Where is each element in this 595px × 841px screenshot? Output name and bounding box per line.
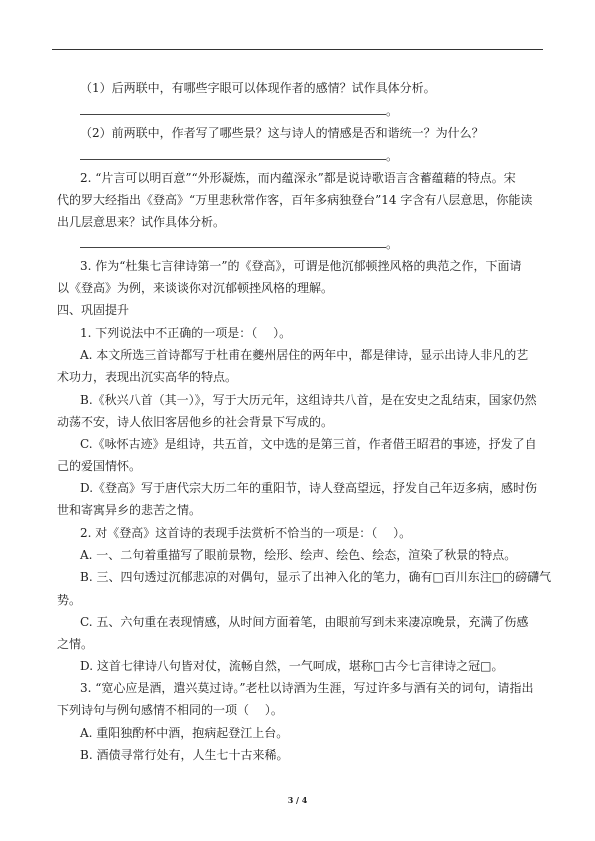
period: 。 [386, 149, 399, 163]
mc1-option-b-line-1: B.《秋兴八首（其一）》，写于大历元年，这组诗共八首，是在安史之乱结束，国家仍然 [80, 393, 537, 407]
mc1-option-c-line-2: 己的爱国情怀。 [57, 459, 142, 473]
mc1-option-b-line-2: 动荡不安，诗人依旧客居他乡的社会背景下写成的。 [57, 415, 334, 429]
mc1-option-d-line-2: 世和寄寓异乡的悲苦之情。 [57, 503, 202, 517]
mc-question-3-line-2: 下列诗句与例句感情不相同的一项（ ）。 [57, 703, 283, 717]
mc3-option-a: A. 重阳独酌杯中酒，抱病起登江上台。 [80, 726, 289, 740]
mc2-option-c-line-1: C. 五、六句重在表现情感，从时间方面着笔，由眼前写到未来凄凉晚景，充满了伤感 [80, 615, 529, 629]
answer-line [80, 150, 386, 160]
mc2-option-a: A. 一、二句着重描写了眼前景物，绘形、绘声、绘色、绘态，渲染了秋景的特点。 [80, 548, 517, 562]
question-1-1: （1）后两联中，有哪些字眼可以体现作者的感情？试作具体分析。 [80, 81, 436, 95]
question-3-line-1: 3. 作为“杜集七言律诗第一”的《登高》，可谓是他沉郁顿挫风格的典范之作，下面请 [80, 259, 522, 273]
header-rule [52, 49, 543, 50]
mc1-option-a-line-2: 术功力，表现出沉实高华的特点。 [57, 370, 238, 384]
mc1-option-a-line-1: A. 本文所选三首诗都写于杜甫在夔州居住的两年中，都是律诗，显示出诗人非凡的艺 [80, 348, 529, 362]
mc2-option-b-line-1: B. 三、四句透过沉郁悲凉的对偶句，显示了出神入化的笔力，确有□百川东注□的磅礴气 [80, 570, 552, 584]
mc2-option-c-line-2: 之情。 [57, 637, 94, 651]
mc-question-2: 2. 对《登高》这首诗的表现手法赏析不恰当的一项是：（ ）。 [80, 526, 412, 540]
mc-question-1: 1. 下列说法中不正确的一项是：（ ）。 [80, 326, 292, 340]
question-2-line-3: 出几层意思来？试作具体分析。 [57, 215, 226, 229]
page-number: 3 / 4 [287, 795, 308, 805]
question-3-line-2: 以《登高》为例，来谈谈你对沉郁顿挫风格的理解。 [57, 281, 334, 295]
answer-line [80, 238, 386, 248]
period: 。 [386, 237, 399, 251]
answer-blank-2 [80, 148, 398, 164]
mc-question-3-line-1: 3. “宽心应是酒，遣兴莫过诗。”老杜以诗酒为生涯，写过许多与酒有关的词句，请指出 [80, 681, 534, 695]
period: 。 [386, 104, 399, 118]
answer-blank-1 [80, 103, 398, 119]
mc2-option-d: D. 这首七律诗八句皆对仗，流畅自然，一气呵成，堪称□古今七言律诗之冠□。 [80, 659, 504, 673]
mc2-option-b-line-2: 势。 [57, 593, 82, 607]
section-heading: 四、巩固提升 [57, 303, 130, 317]
question-2-line-1: 2. “片言可以明百意”“外形凝炼，而内蕴深永”都是说诗歌语言含蓄蕴藉的特点。宋 [80, 171, 516, 185]
question-1-2: （2）前两联中，作者写了哪些景？这与诗人的情感是否和谐统一？为什么？ [80, 126, 484, 140]
question-2-line-2: 代的罗大经指出《登高》“万里悲秋常作客，百年多病独登台”14 字含有八层意思，你能读 [57, 193, 533, 207]
answer-blank-3 [80, 236, 398, 252]
mc1-option-d-line-1: D.《登高》写于唐代宗大历二年的重阳节，诗人登高望远，抒发自己年迈多病，感时伤 [80, 481, 538, 495]
mc1-option-c-line-1: C.《咏怀古迹》是组诗，共五首，文中选的是第三首，作者借王昭君的事迹，抒发了自 [80, 437, 537, 451]
mc3-option-b: B. 酒债寻常行处有，人生七十古来稀。 [80, 748, 289, 762]
answer-line [80, 105, 386, 115]
